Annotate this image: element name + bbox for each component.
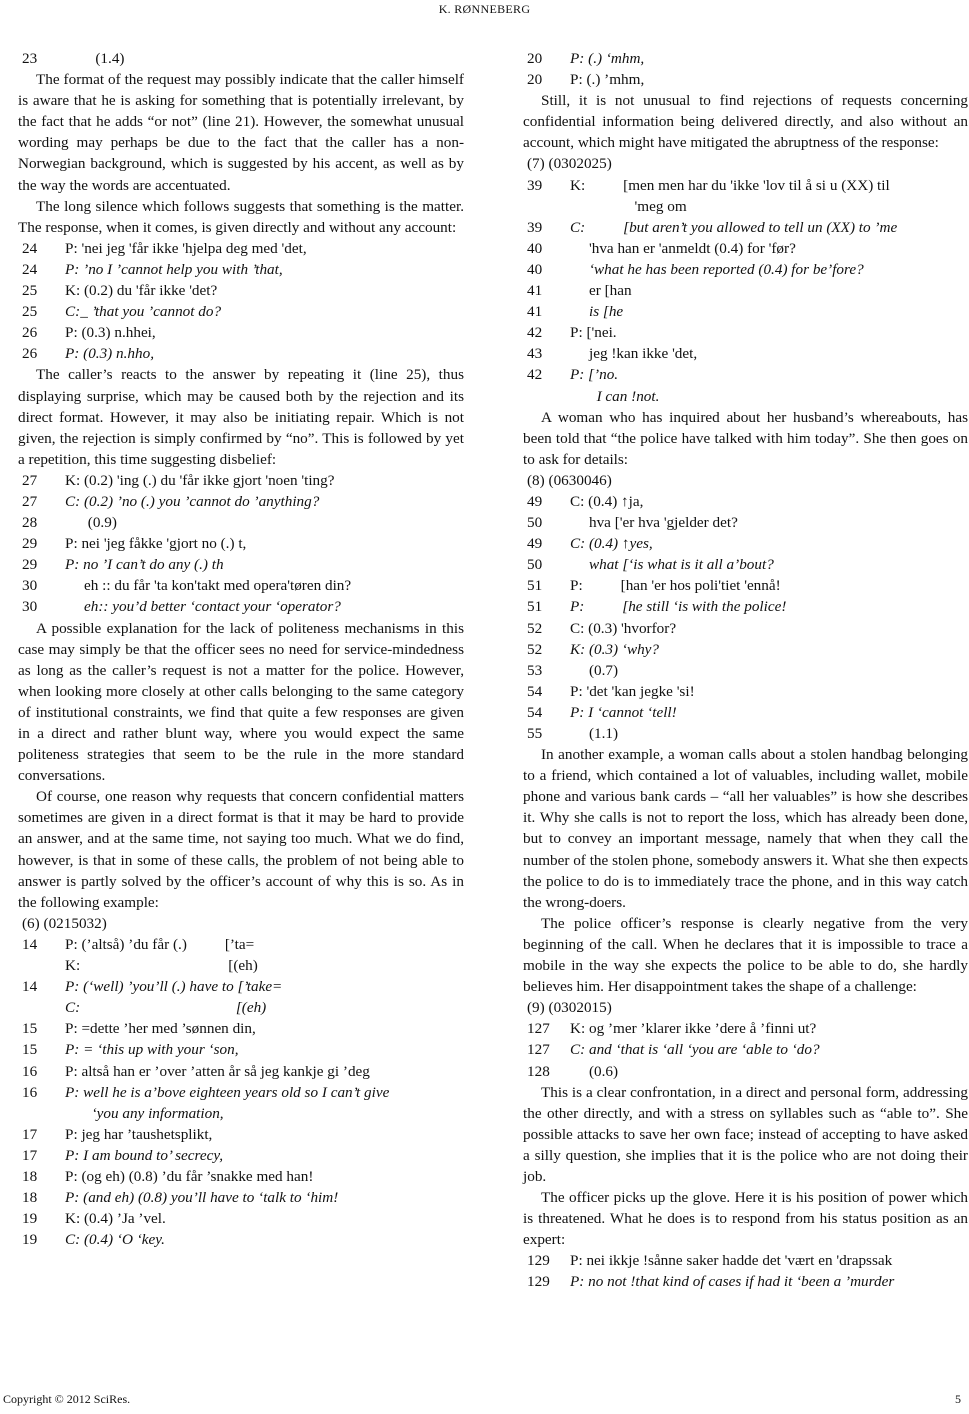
transcript-line <box>523 639 968 660</box>
line-text: what [‘is what is it all a’bout? <box>570 556 774 574</box>
line-text: P: (.) ’mhm, <box>570 71 645 89</box>
line-number: 19 <box>22 1231 38 1249</box>
line-text: P: jeg har ’taushetsplikt, <box>65 1125 213 1143</box>
transcript-line <box>523 1250 968 1271</box>
line-text: C:_ ’that you ’cannot do? <box>65 303 222 321</box>
right-column <box>523 48 968 1293</box>
transcript-line <box>523 554 968 575</box>
line-number: 41 <box>527 303 543 321</box>
line-number: 52 <box>527 640 543 658</box>
line-number: 16 <box>22 1062 38 1080</box>
line-text: ‘you any information, <box>65 1104 224 1122</box>
transcript-line <box>523 196 968 217</box>
transcript-line <box>18 1166 464 1187</box>
line-text: K: og ’mer ’klarer ikke ’dere å ’finni ut? <box>570 1020 817 1038</box>
line-number: 25 <box>22 282 38 300</box>
line-number: 26 <box>22 345 38 363</box>
line-number: 24 <box>22 239 38 257</box>
line-text: K: (0.2) du 'får ikke 'det? <box>65 282 218 300</box>
line-text: P: I am bound to’ secrecy, <box>65 1146 224 1164</box>
transcript-line <box>523 575 968 596</box>
paragraph: The format of the request may possibly indicate that the caller himself is aware that he is asking for something that is potentially irrelevant, by the fact that he adds “or not” (line 21). However, the somewhat unusual wording may perhaps be due to the fact that the caller has a non-Norwegian background, which is suggested by his accent, as well as by the way the words are accentuated. <box>18 71 464 194</box>
line-text: hva ['er hva 'gjelder det? <box>570 514 738 532</box>
line-number: 43 <box>527 345 543 363</box>
transcript-line <box>523 386 968 407</box>
transcript-line <box>18 1039 464 1060</box>
line-text: 'hva han er 'anmeldt (0.4) for 'før? <box>570 239 796 257</box>
transcript-line <box>18 301 464 322</box>
transcript-line <box>18 976 464 997</box>
line-number: 29 <box>22 535 38 553</box>
line-number: 24 <box>22 260 38 278</box>
line-number: 40 <box>527 239 543 257</box>
line-number: 27 <box>22 492 38 510</box>
transcript-line <box>523 238 968 259</box>
copyright-notice: Copyright © 2012 SciRes. <box>3 1392 131 1406</box>
paragraph: In another example, a woman calls about a stolen handbag belonging to a friend, which contained a lot of valuables, including wallet, mobile phone and various bank cards – “all her valuables” is how she describes it. Why she calls is not to report the loss, which has already been done, but to convey an important message, namely that when they call the number of the stolen phone, somebody answers it. What she then expects the police to do is to immediately trace the phone, and in this way catch the wrong-doers. <box>523 746 968 911</box>
line-number: 50 <box>527 556 543 574</box>
page-number: 5 <box>955 1392 961 1406</box>
line-number: 129 <box>527 1252 550 1270</box>
example-label: (7) (0302025) <box>527 155 612 173</box>
line-number: 15 <box>22 1041 38 1059</box>
line-text: P: altså han er ’over ’atten år så jeg kankje gi ’deg <box>65 1062 370 1080</box>
line-text: P: (og eh) (0.8) ’du får ’snakke med han! <box>65 1167 314 1185</box>
line-number: 51 <box>527 577 543 595</box>
line-text: P: nei 'jeg fåkke 'gjort no (.) t, <box>65 535 247 553</box>
transcript-line <box>18 1018 464 1039</box>
line-number: 49 <box>527 535 543 553</box>
line-number: 39 <box>527 218 543 236</box>
line-text: jeg !kan ikke 'det, <box>570 345 698 363</box>
line-text: P: = ‘this up with your ‘son, <box>65 1041 239 1059</box>
line-text: K: (0.4) ’Ja ’vel. <box>65 1210 166 1228</box>
transcript-line <box>18 955 464 976</box>
transcript-block <box>523 48 968 90</box>
transcript-line <box>18 280 464 301</box>
transcript-line <box>18 1124 464 1145</box>
line-number: 23 <box>22 50 38 67</box>
transcript-line <box>523 618 968 639</box>
transcript-line <box>523 301 968 322</box>
line-text: ‘what he has been reported (0.4) for be’fore? <box>570 260 864 278</box>
running-header: K. RØNNEBERG <box>438 2 531 16</box>
transcript-line <box>18 1208 464 1229</box>
line-number: 30 <box>22 577 38 595</box>
line-number: 17 <box>22 1125 38 1143</box>
line-number: 19 <box>22 1210 38 1228</box>
line-number: 53 <box>527 661 543 679</box>
transcript-line <box>523 1061 968 1082</box>
paragraph: A possible explanation for the lack of politeness mechanisms in this case may simply be that the officer sees no need for service-mindedness as long as the caller’s request is not a matter for the police. However, when looking more closely at other calls belonging to the same category of institutional constraints, we find that quite a few responses are given in a direct and rather blunt way, where you would expect the same politeness strategies that seem to be the rule in the more standard conversations. <box>18 619 464 785</box>
line-text: P: well he is a’bove eighteen years old so I can’t give <box>65 1083 390 1101</box>
line-number: 20 <box>527 71 543 89</box>
transcript-line <box>18 491 464 512</box>
example-label: (9) (0302015) <box>527 999 612 1017</box>
line-number: 54 <box>527 703 543 721</box>
transcript-line <box>523 322 968 343</box>
transcript-line <box>523 175 968 196</box>
line-text: K: [men men har du 'ikke 'lov til å si u (XX) til <box>570 176 890 194</box>
line-text: C: [(eh) <box>65 999 267 1017</box>
line-text: P: [han 'er hos poli'tiet 'ennå! <box>570 577 781 595</box>
line-text: is [he <box>570 303 624 321</box>
line-number: 16 <box>22 1083 38 1101</box>
line-number: 54 <box>527 682 543 700</box>
transcript-line <box>523 364 968 385</box>
line-text: P: 'nei jeg 'får ikke 'hjelpa deg med 'det, <box>65 239 307 257</box>
line-number: 41 <box>527 282 543 300</box>
line-number: 127 <box>527 1020 550 1038</box>
paragraph: The officer picks up the glove. Here it is his position of power which is threatened. What he does is to respond from his status position as an expert: <box>523 1189 968 1249</box>
line-text: K: (0.3) ‘why? <box>570 640 659 658</box>
line-number: 42 <box>527 366 543 384</box>
example-label: (6) (0215032) <box>22 914 107 932</box>
transcript-line <box>523 681 968 702</box>
line-text: C: (0.4) ‘O ‘key. <box>65 1231 165 1249</box>
line-text: P: (‘well) ’you’ll (.) have to [’take= <box>65 978 283 996</box>
transcript-line <box>18 1082 464 1103</box>
line-text: P: [he still ‘is with the police! <box>570 598 787 616</box>
line-text: P: nei ikkje !sånne saker hadde det 'vært en 'drapssak <box>570 1252 893 1270</box>
line-text: P: (0.3) n.hho, <box>65 345 154 363</box>
transcript-line <box>523 491 968 512</box>
line-number: 17 <box>22 1146 38 1164</box>
transcript-line <box>18 470 464 491</box>
paragraph: The long silence which follows suggests that something is the matter. The response, when it comes, is given directly and without any account: <box>18 197 464 236</box>
transcript-block <box>523 1250 968 1292</box>
line-number: 27 <box>22 471 38 489</box>
line-text: P: no ’I can’t do any (.) th <box>65 556 224 574</box>
transcript-line <box>18 259 464 280</box>
transcript-line <box>523 280 968 301</box>
line-number: 18 <box>22 1167 38 1185</box>
line-number: 55 <box>527 725 543 742</box>
line-text: 'meg om <box>570 197 687 215</box>
paragraph: Of course, one reason why requests that concern confidential matters sometimes are given in a direct format is that it may be hard to provide an answer, and at the same time, not saying too much. What we do find, however, is that in some of these calls, the problem of not being able to answer is partly solved by the officer’s account of why this is so. As in the following example: <box>18 788 464 911</box>
transcript-line <box>18 48 464 69</box>
paragraph: A woman who has inquired about her husband’s whereabouts, has been told that “the police have talked with him today”. She then goes on to ask for details: <box>523 408 968 468</box>
line-text: C: and ‘that is ‘all ‘you are ‘able to ‘do? <box>570 1041 820 1059</box>
line-text: K: (0.2) 'ing (.) du 'får ikke gjort 'noen 'ting? <box>65 471 335 489</box>
line-number: 129 <box>527 1273 550 1291</box>
transcript-block <box>18 470 464 618</box>
transcript-line <box>18 934 464 955</box>
line-number: 49 <box>527 492 543 510</box>
line-text: P: no not !that kind of cases if had it ‘been a ’murder <box>570 1273 895 1291</box>
transcript-line <box>523 596 968 617</box>
line-text: eh :: du får 'ta kon'takt med opera'tøren din? <box>65 577 352 595</box>
transcript-line <box>18 554 464 575</box>
transcript-line <box>523 48 968 69</box>
line-text: C: (0.2) ’no (.) you ’cannot do ’anything? <box>65 492 320 510</box>
line-number: 28 <box>22 514 38 532</box>
transcript-block <box>523 491 968 744</box>
transcript-line <box>18 575 464 596</box>
line-text: P: (0.3) n.hhei, <box>65 324 156 342</box>
line-number: 51 <box>527 598 543 616</box>
transcript-line <box>523 1039 968 1060</box>
transcript-line <box>18 533 464 554</box>
transcript-line <box>523 217 968 238</box>
line-number: 18 <box>22 1189 38 1207</box>
left-column <box>18 48 464 1250</box>
line-number: 128 <box>527 1062 550 1080</box>
transcript-line <box>523 69 968 90</box>
transcript-line <box>18 322 464 343</box>
transcript-line <box>18 596 464 617</box>
line-text: K: [(eh) <box>65 957 258 975</box>
transcript-line <box>18 343 464 364</box>
line-number: 14 <box>22 935 38 953</box>
line-number: 29 <box>22 556 38 574</box>
line-number: 127 <box>527 1041 550 1059</box>
line-text: er [han <box>570 282 632 300</box>
transcript-line <box>18 1061 464 1082</box>
line-text: P: (’altså) ’du får (.) [’ta= <box>65 935 255 953</box>
transcript-block <box>523 175 968 407</box>
transcript-line <box>18 512 464 533</box>
transcript-line <box>18 1103 464 1124</box>
paragraph: This is a clear confrontation, in a direct and personal form, addressing the other directly, and with a stress on syllables such as “able to”. She possible attacks to save her own face; instead of accepting to have asked a silly question, she implies that it is the police who are not doing their job. <box>523 1083 968 1185</box>
line-text: C: (0.4) ↑yes, <box>570 535 653 553</box>
transcript-line <box>523 343 968 364</box>
transcript-line <box>523 660 968 681</box>
transcript-line <box>18 1229 464 1250</box>
line-number: 40 <box>527 260 543 278</box>
line-number: 20 <box>527 50 543 67</box>
line-number: 26 <box>22 324 38 342</box>
transcript-line <box>523 702 968 723</box>
line-text: I can !not. <box>570 387 660 405</box>
paragraph: The caller’s reacts to the answer by repeating it (line 25), thus displaying surprise, which may be caused both by the rejection and its direct format. However, it may also be initiating repair. Which is not given, the rejection is simply confirmed by “no”. This is followed by yet a repetition, this time suggesting disbelief: <box>18 366 464 468</box>
line-text: C: [but aren’t you allowed to tell un (XX) to ’me <box>570 218 898 236</box>
line-text: (0.7) <box>570 661 619 679</box>
transcript-line <box>523 1271 968 1292</box>
line-text: P: [’no. <box>570 366 619 384</box>
transcript-line <box>523 512 968 533</box>
transcript-line <box>523 259 968 280</box>
line-number: 39 <box>527 176 543 194</box>
line-text: P: 'det 'kan jegke 'si! <box>570 682 695 700</box>
line-number: 52 <box>527 619 543 637</box>
line-text: (0.6) <box>570 1062 619 1080</box>
line-text: (1.4) <box>65 50 125 67</box>
line-number: 15 <box>22 1020 38 1038</box>
line-text: eh:: you’d better ‘contact your ‘operator? <box>65 598 341 616</box>
line-text: P: (and eh) (0.8) you’ll have to ‘talk to ‘him! <box>65 1189 339 1207</box>
line-text: P: (.) ‘mhm, <box>570 50 645 67</box>
example-label: (8) (0630046) <box>527 471 612 489</box>
transcript-line <box>18 1145 464 1166</box>
transcript-line <box>523 533 968 554</box>
paragraph: Still, it is not unusual to find rejections of requests concerning confidential information being delivered directly, and also without an account, which might have mitigated the abruptness of the response: <box>523 92 968 152</box>
transcript-line <box>523 723 968 744</box>
transcript-line <box>18 997 464 1018</box>
line-text: C: (0.3) 'hvorfor? <box>570 619 677 637</box>
line-text: (0.9) <box>65 514 117 532</box>
line-number: 30 <box>22 598 38 616</box>
line-text: P: ['nei. <box>570 324 617 342</box>
line-text: C: (0.4) ↑ja, <box>570 492 644 510</box>
line-number: 50 <box>527 514 543 532</box>
line-number: 14 <box>22 978 38 996</box>
line-number: 42 <box>527 324 543 342</box>
line-number: 25 <box>22 303 38 321</box>
line-text: P: ’no I ’cannot help you with ’that, <box>65 260 283 278</box>
transcript-block <box>18 238 464 365</box>
transcript-block <box>523 1018 968 1081</box>
line-text: (1.1) <box>570 725 619 742</box>
transcript-block <box>18 934 464 1250</box>
transcript-line <box>18 238 464 259</box>
line-text: P: =dette ’her med ’sønnen din, <box>65 1020 256 1038</box>
transcript-line <box>18 1187 464 1208</box>
line-text: P: I ‘cannot ‘tell! <box>570 703 677 721</box>
paragraph: The police officer’s response is clearly negative from the very beginning of the call. When he declares that it is impossible to trace a mobile in the way she expects the police to be able to do, she hardly believes him. Her disappointment takes the shape of a challenge: <box>523 914 968 996</box>
transcript-line <box>523 1018 968 1039</box>
